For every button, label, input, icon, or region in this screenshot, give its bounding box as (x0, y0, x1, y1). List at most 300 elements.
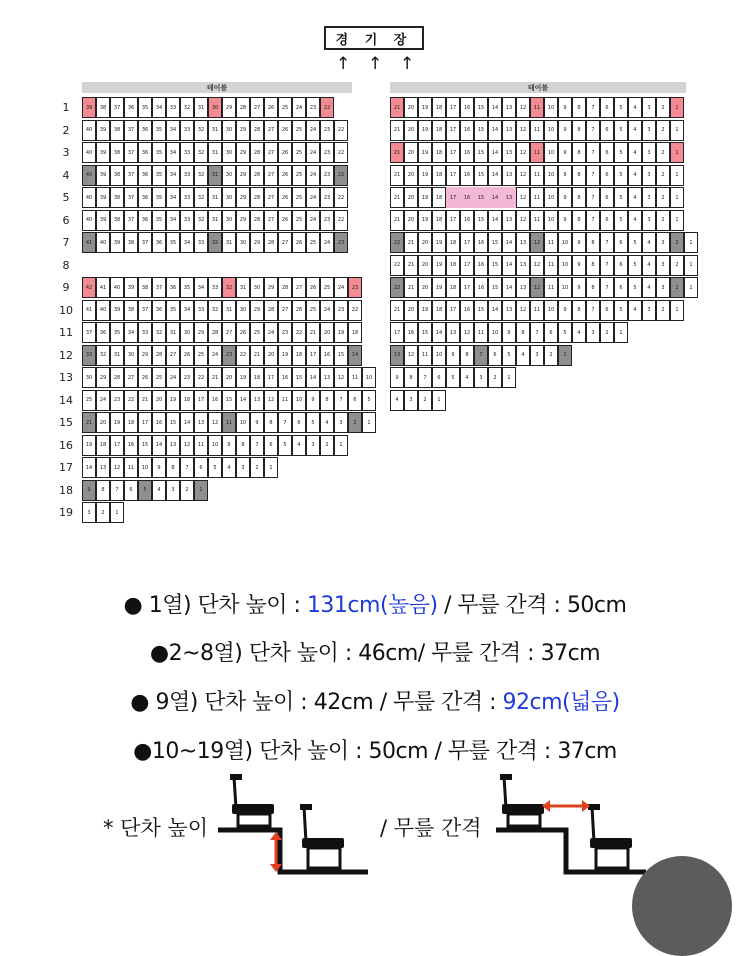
right-block-seat[interactable]: 11 (544, 277, 558, 298)
right-block-seat[interactable]: 9 (558, 142, 572, 163)
left-block-seat[interactable]: 2 (250, 457, 264, 478)
left-block-seat[interactable]: 30 (222, 187, 236, 208)
left-block-seat[interactable]: 4 (292, 435, 306, 456)
left-block-seat[interactable]: 23 (180, 367, 194, 388)
right-block-seat[interactable]: 13 (516, 255, 530, 276)
right-block-seat[interactable]: 18 (432, 142, 446, 163)
right-block-seat[interactable]: 11 (530, 97, 544, 118)
left-block-seat[interactable]: 24 (208, 345, 222, 366)
right-block-seat[interactable]: 8 (586, 232, 600, 253)
left-block-seat[interactable]: 21 (250, 345, 264, 366)
right-block-seat[interactable]: 2 (656, 165, 670, 186)
left-block-seat[interactable]: 10 (208, 435, 222, 456)
right-block-seat[interactable]: 15 (488, 255, 502, 276)
left-block-seat[interactable]: 39 (96, 165, 110, 186)
left-block-seat[interactable]: 9 (82, 480, 96, 501)
right-block-seat[interactable]: 14 (488, 300, 502, 321)
left-block-seat[interactable]: 4 (320, 412, 334, 433)
left-block-seat[interactable]: 21 (138, 390, 152, 411)
left-block-seat[interactable]: 2 (348, 412, 362, 433)
left-block-seat[interactable]: 24 (166, 367, 180, 388)
left-block-seat[interactable]: 11 (278, 390, 292, 411)
left-block-seat[interactable]: 37 (138, 300, 152, 321)
left-block-seat[interactable]: 28 (278, 277, 292, 298)
right-block-seat[interactable]: 22 (390, 277, 404, 298)
right-block-seat[interactable]: 21 (390, 142, 404, 163)
left-block-seat[interactable]: 22 (320, 97, 334, 118)
right-block-seat[interactable]: 2 (656, 142, 670, 163)
right-block-seat[interactable]: 3 (404, 390, 418, 411)
right-block-seat[interactable]: 1 (614, 322, 628, 343)
right-block-seat[interactable]: 12 (516, 120, 530, 141)
right-block-seat[interactable]: 2 (656, 210, 670, 231)
left-block-seat[interactable]: 18 (292, 345, 306, 366)
left-block-seat[interactable]: 7 (278, 412, 292, 433)
right-block-seat[interactable]: 18 (432, 300, 446, 321)
left-block-seat[interactable]: 33 (180, 142, 194, 163)
left-block-seat[interactable]: 9 (250, 412, 264, 433)
left-block-seat[interactable]: 34 (180, 300, 194, 321)
left-block-seat[interactable]: 30 (236, 300, 250, 321)
right-block-seat[interactable]: 1 (558, 345, 572, 366)
right-block-seat[interactable]: 6 (600, 165, 614, 186)
left-block-seat[interactable]: 23 (320, 165, 334, 186)
left-block-seat[interactable]: 21 (82, 412, 96, 433)
right-block-seat[interactable]: 16 (460, 300, 474, 321)
right-block-seat[interactable]: 15 (474, 142, 488, 163)
left-block-seat[interactable]: 12 (264, 390, 278, 411)
left-block-seat[interactable]: 6 (292, 412, 306, 433)
right-block-seat[interactable]: 2 (418, 390, 432, 411)
right-block-seat[interactable]: 8 (572, 165, 586, 186)
right-block-seat[interactable]: 15 (488, 277, 502, 298)
right-block-seat[interactable]: 17 (446, 165, 460, 186)
right-block-seat[interactable]: 13 (502, 120, 516, 141)
right-block-seat[interactable]: 13 (502, 142, 516, 163)
left-block-seat[interactable]: 36 (138, 210, 152, 231)
right-block-seat[interactable]: 1 (670, 97, 684, 118)
left-block-seat[interactable]: 31 (208, 165, 222, 186)
left-block-seat[interactable]: 31 (166, 322, 180, 343)
left-block-seat[interactable]: 25 (292, 142, 306, 163)
right-block-seat[interactable]: 2 (544, 345, 558, 366)
right-block-seat[interactable]: 20 (418, 277, 432, 298)
left-block-seat[interactable]: 38 (110, 120, 124, 141)
right-block-seat[interactable]: 19 (418, 142, 432, 163)
left-block-seat[interactable]: 23 (110, 390, 124, 411)
right-block-seat[interactable]: 7 (600, 277, 614, 298)
left-block-seat[interactable]: 35 (180, 277, 194, 298)
left-block-seat[interactable]: 22 (292, 322, 306, 343)
left-block-seat[interactable]: 24 (264, 322, 278, 343)
left-block-seat[interactable]: 40 (82, 187, 96, 208)
left-block-seat[interactable]: 22 (334, 165, 348, 186)
right-block-seat[interactable]: 4 (628, 165, 642, 186)
left-block-seat[interactable]: 33 (180, 120, 194, 141)
left-block-seat[interactable]: 26 (306, 277, 320, 298)
right-block-seat[interactable]: 16 (460, 142, 474, 163)
left-block-seat[interactable]: 23 (222, 345, 236, 366)
left-block-seat[interactable]: 32 (152, 322, 166, 343)
left-block-seat[interactable]: 30 (222, 120, 236, 141)
left-block-seat[interactable]: 26 (278, 210, 292, 231)
left-block-seat[interactable]: 22 (334, 120, 348, 141)
right-block-seat[interactable]: 11 (530, 210, 544, 231)
right-block-seat[interactable]: 6 (614, 232, 628, 253)
left-block-seat[interactable]: 38 (96, 97, 110, 118)
left-block-seat[interactable]: 20 (320, 322, 334, 343)
left-block-seat[interactable]: 19 (110, 412, 124, 433)
left-block-seat[interactable]: 35 (152, 210, 166, 231)
left-block-seat[interactable]: 32 (194, 142, 208, 163)
left-block-seat[interactable]: 1 (334, 435, 348, 456)
right-block-seat[interactable]: 11 (530, 165, 544, 186)
right-block-seat[interactable]: 16 (460, 210, 474, 231)
left-block-seat[interactable]: 39 (96, 120, 110, 141)
right-block-seat[interactable]: 10 (558, 232, 572, 253)
right-block-seat[interactable]: 11 (474, 322, 488, 343)
left-block-seat[interactable]: 31 (194, 97, 208, 118)
left-block-seat[interactable]: 19 (278, 345, 292, 366)
left-block-seat[interactable]: 39 (96, 142, 110, 163)
right-block-seat[interactable]: 6 (544, 322, 558, 343)
left-block-seat[interactable]: 26 (264, 97, 278, 118)
right-block-seat[interactable]: 17 (446, 97, 460, 118)
right-block-seat[interactable]: 17 (446, 187, 460, 208)
right-block-seat[interactable]: 19 (418, 165, 432, 186)
right-block-seat[interactable]: 11 (530, 300, 544, 321)
left-block-seat[interactable]: 28 (264, 300, 278, 321)
left-block-seat[interactable]: 22 (236, 345, 250, 366)
left-block-seat[interactable]: 8 (236, 435, 250, 456)
right-block-seat[interactable]: 5 (614, 300, 628, 321)
left-block-seat[interactable]: 27 (264, 210, 278, 231)
left-block-seat[interactable]: 2 (180, 480, 194, 501)
left-block-seat[interactable]: 23 (320, 187, 334, 208)
left-block-seat[interactable]: 26 (180, 345, 194, 366)
right-block-seat[interactable]: 13 (502, 210, 516, 231)
left-block-seat[interactable]: 22 (194, 367, 208, 388)
left-block-seat[interactable]: 19 (334, 322, 348, 343)
left-block-seat[interactable]: 21 (306, 322, 320, 343)
right-block-seat[interactable]: 6 (614, 277, 628, 298)
left-block-seat[interactable]: 30 (250, 277, 264, 298)
right-block-seat[interactable]: 6 (432, 367, 446, 388)
left-block-seat[interactable]: 3 (166, 480, 180, 501)
right-block-seat[interactable]: 19 (418, 210, 432, 231)
right-block-seat[interactable]: 4 (628, 120, 642, 141)
left-block-seat[interactable]: 26 (292, 300, 306, 321)
left-block-seat[interactable]: 32 (194, 165, 208, 186)
left-block-seat[interactable]: 5 (306, 412, 320, 433)
left-block-seat[interactable]: 34 (152, 97, 166, 118)
left-block-seat[interactable]: 28 (250, 142, 264, 163)
left-block-seat[interactable]: 4 (152, 480, 166, 501)
right-block-seat[interactable]: 6 (600, 120, 614, 141)
right-block-seat[interactable]: 17 (446, 142, 460, 163)
left-block-seat[interactable]: 22 (334, 210, 348, 231)
right-block-seat[interactable]: 14 (502, 277, 516, 298)
left-block-seat[interactable]: 28 (250, 210, 264, 231)
left-block-seat[interactable]: 26 (138, 367, 152, 388)
left-block-seat[interactable]: 15 (334, 345, 348, 366)
left-block-seat[interactable]: 6 (124, 480, 138, 501)
left-block-seat[interactable]: 12 (180, 435, 194, 456)
right-block-seat[interactable]: 6 (600, 187, 614, 208)
left-block-seat[interactable]: 3 (236, 457, 250, 478)
left-block-seat[interactable]: 36 (138, 187, 152, 208)
left-block-seat[interactable]: 7 (250, 435, 264, 456)
right-block-seat[interactable]: 21 (390, 120, 404, 141)
right-block-seat[interactable]: 14 (488, 120, 502, 141)
left-block-seat[interactable]: 30 (222, 165, 236, 186)
right-block-seat[interactable]: 8 (460, 345, 474, 366)
left-block-seat[interactable]: 27 (264, 142, 278, 163)
right-block-seat[interactable]: 21 (404, 232, 418, 253)
left-block-seat[interactable]: 23 (320, 142, 334, 163)
right-block-seat[interactable]: 1 (670, 300, 684, 321)
right-block-seat[interactable]: 9 (572, 232, 586, 253)
left-block-seat[interactable]: 10 (292, 390, 306, 411)
left-block-seat[interactable]: 14 (306, 367, 320, 388)
left-block-seat[interactable]: 1 (362, 412, 376, 433)
right-block-seat[interactable]: 4 (642, 277, 656, 298)
left-block-seat[interactable]: 3 (334, 412, 348, 433)
left-block-seat[interactable]: 7 (334, 390, 348, 411)
left-block-seat[interactable]: 28 (250, 165, 264, 186)
left-block-seat[interactable]: 25 (278, 97, 292, 118)
left-block-seat[interactable]: 30 (222, 142, 236, 163)
left-block-seat[interactable]: 20 (264, 345, 278, 366)
left-block-seat[interactable]: 10 (138, 457, 152, 478)
left-block-seat[interactable]: 1 (264, 457, 278, 478)
right-block-seat[interactable]: 13 (446, 322, 460, 343)
left-block-seat[interactable]: 17 (138, 412, 152, 433)
left-block-seat[interactable]: 24 (334, 277, 348, 298)
right-block-seat[interactable]: 7 (586, 120, 600, 141)
left-block-seat[interactable]: 42 (82, 277, 96, 298)
right-block-seat[interactable]: 7 (586, 300, 600, 321)
left-block-seat[interactable]: 36 (166, 277, 180, 298)
right-block-seat[interactable]: 21 (390, 165, 404, 186)
left-block-seat[interactable]: 35 (166, 232, 180, 253)
left-block-seat[interactable]: 11 (222, 412, 236, 433)
left-block-seat[interactable]: 29 (250, 300, 264, 321)
left-block-seat[interactable]: 41 (96, 277, 110, 298)
right-block-seat[interactable]: 18 (432, 97, 446, 118)
left-block-seat[interactable]: 28 (264, 232, 278, 253)
left-block-seat[interactable]: 23 (334, 300, 348, 321)
right-block-seat[interactable]: 10 (558, 277, 572, 298)
left-block-seat[interactable]: 34 (166, 187, 180, 208)
left-block-seat[interactable]: 41 (82, 300, 96, 321)
left-block-seat[interactable]: 34 (180, 232, 194, 253)
left-block-seat[interactable]: 30 (124, 345, 138, 366)
right-block-seat[interactable]: 4 (628, 300, 642, 321)
right-block-seat[interactable]: 17 (460, 255, 474, 276)
right-block-seat[interactable]: 8 (572, 300, 586, 321)
left-block-seat[interactable]: 27 (278, 232, 292, 253)
right-block-seat[interactable]: 14 (488, 165, 502, 186)
left-block-seat[interactable]: 10 (236, 412, 250, 433)
left-block-seat[interactable]: 27 (250, 97, 264, 118)
right-block-seat[interactable]: 21 (390, 187, 404, 208)
left-block-seat[interactable]: 35 (152, 165, 166, 186)
right-block-seat[interactable]: 20 (418, 255, 432, 276)
right-block-seat[interactable]: 5 (614, 142, 628, 163)
right-block-seat[interactable]: 15 (474, 187, 488, 208)
right-block-seat[interactable]: 4 (460, 367, 474, 388)
left-block-seat[interactable]: 16 (124, 435, 138, 456)
right-block-seat[interactable]: 12 (516, 165, 530, 186)
left-block-seat[interactable]: 36 (96, 322, 110, 343)
right-block-seat[interactable]: 19 (418, 120, 432, 141)
left-block-seat[interactable]: 27 (278, 300, 292, 321)
right-block-seat[interactable]: 18 (432, 120, 446, 141)
left-block-seat[interactable]: 25 (152, 367, 166, 388)
left-block-seat[interactable]: 18 (180, 390, 194, 411)
right-block-seat[interactable]: 16 (474, 232, 488, 253)
right-block-seat[interactable]: 4 (628, 210, 642, 231)
left-block-seat[interactable]: 37 (138, 232, 152, 253)
right-block-seat[interactable]: 11 (530, 187, 544, 208)
right-block-seat[interactable]: 21 (390, 300, 404, 321)
right-block-seat[interactable]: 3 (642, 165, 656, 186)
right-block-seat[interactable]: 20 (404, 97, 418, 118)
right-block-seat[interactable]: 16 (474, 277, 488, 298)
right-block-seat[interactable]: 17 (460, 232, 474, 253)
right-block-seat[interactable]: 3 (642, 142, 656, 163)
left-block-seat[interactable]: 27 (264, 187, 278, 208)
left-block-seat[interactable]: 29 (236, 120, 250, 141)
left-block-seat[interactable]: 28 (250, 120, 264, 141)
left-block-seat[interactable]: 26 (292, 232, 306, 253)
right-block-seat[interactable]: 9 (558, 210, 572, 231)
left-block-seat[interactable]: 37 (124, 187, 138, 208)
right-block-seat[interactable]: 10 (488, 322, 502, 343)
left-block-seat[interactable]: 31 (208, 187, 222, 208)
right-block-seat[interactable]: 12 (516, 142, 530, 163)
right-block-seat[interactable]: 9 (558, 97, 572, 118)
right-block-seat[interactable]: 22 (390, 255, 404, 276)
left-block-seat[interactable]: 24 (306, 165, 320, 186)
left-block-seat[interactable]: 18 (348, 322, 362, 343)
left-block-seat[interactable]: 8 (320, 390, 334, 411)
left-block-seat[interactable]: 40 (82, 165, 96, 186)
left-block-seat[interactable]: 25 (250, 322, 264, 343)
right-block-seat[interactable]: 5 (614, 97, 628, 118)
right-block-seat[interactable]: 1 (432, 390, 446, 411)
left-block-seat[interactable]: 24 (320, 300, 334, 321)
right-block-seat[interactable]: 15 (474, 210, 488, 231)
right-block-seat[interactable]: 1 (670, 187, 684, 208)
right-block-seat[interactable]: 18 (446, 255, 460, 276)
left-block-seat[interactable]: 31 (222, 232, 236, 253)
left-block-seat[interactable]: 13 (250, 390, 264, 411)
right-block-seat[interactable]: 20 (404, 142, 418, 163)
left-block-seat[interactable]: 3 (306, 435, 320, 456)
right-block-seat[interactable]: 14 (488, 97, 502, 118)
right-block-seat[interactable]: 6 (600, 142, 614, 163)
left-block-seat[interactable]: 18 (124, 412, 138, 433)
right-block-seat[interactable]: 3 (642, 97, 656, 118)
left-block-seat[interactable]: 35 (166, 300, 180, 321)
left-block-seat[interactable]: 6 (194, 457, 208, 478)
left-block-seat[interactable]: 40 (82, 120, 96, 141)
right-block-seat[interactable]: 4 (642, 232, 656, 253)
left-block-seat[interactable]: 18 (96, 435, 110, 456)
right-block-seat[interactable]: 8 (404, 367, 418, 388)
right-block-seat[interactable]: 3 (586, 322, 600, 343)
left-block-seat[interactable]: 14 (82, 457, 96, 478)
left-block-seat[interactable]: 5 (362, 390, 376, 411)
left-block-seat[interactable]: 33 (180, 210, 194, 231)
right-block-seat[interactable]: 22 (390, 232, 404, 253)
left-block-seat[interactable]: 40 (82, 210, 96, 231)
right-block-seat[interactable]: 7 (586, 165, 600, 186)
right-block-seat[interactable]: 5 (614, 165, 628, 186)
left-block-seat[interactable]: 13 (194, 412, 208, 433)
right-block-seat[interactable]: 13 (502, 187, 516, 208)
right-block-seat[interactable]: 18 (432, 165, 446, 186)
right-block-seat[interactable]: 21 (404, 277, 418, 298)
left-block-seat[interactable]: 16 (320, 345, 334, 366)
left-block-seat[interactable]: 3 (82, 502, 96, 523)
left-block-seat[interactable]: 32 (180, 97, 194, 118)
left-block-seat[interactable]: 17 (194, 390, 208, 411)
right-block-seat[interactable]: 2 (670, 232, 684, 253)
right-block-seat[interactable]: 1 (670, 142, 684, 163)
left-block-seat[interactable]: 32 (222, 277, 236, 298)
left-block-seat[interactable]: 5 (138, 480, 152, 501)
right-block-seat[interactable]: 17 (446, 210, 460, 231)
left-block-seat[interactable]: 12 (208, 412, 222, 433)
left-block-seat[interactable]: 8 (96, 480, 110, 501)
left-block-seat[interactable]: 30 (180, 322, 194, 343)
left-block-seat[interactable]: 24 (306, 120, 320, 141)
left-block-seat[interactable]: 25 (306, 232, 320, 253)
left-block-seat[interactable]: 27 (222, 322, 236, 343)
right-block-seat[interactable]: 1 (670, 120, 684, 141)
left-block-seat[interactable]: 19 (166, 390, 180, 411)
left-block-seat[interactable]: 15 (222, 390, 236, 411)
right-block-seat[interactable]: 2 (670, 255, 684, 276)
right-block-seat[interactable]: 13 (516, 232, 530, 253)
left-block-seat[interactable]: 7 (180, 457, 194, 478)
left-block-seat[interactable]: 33 (194, 300, 208, 321)
left-block-seat[interactable]: 28 (152, 345, 166, 366)
left-block-seat[interactable]: 11 (124, 457, 138, 478)
right-block-seat[interactable]: 8 (572, 120, 586, 141)
right-block-seat[interactable]: 3 (656, 255, 670, 276)
left-block-seat[interactable]: 16 (278, 367, 292, 388)
right-block-seat[interactable]: 18 (432, 187, 446, 208)
left-block-seat[interactable]: 15 (292, 367, 306, 388)
right-block-seat[interactable]: 11 (544, 232, 558, 253)
right-block-seat[interactable]: 19 (418, 300, 432, 321)
right-block-seat[interactable]: 4 (390, 390, 404, 411)
right-block-seat[interactable]: 8 (572, 187, 586, 208)
right-block-seat[interactable]: 1 (502, 367, 516, 388)
left-block-seat[interactable]: 15 (166, 412, 180, 433)
left-block-seat[interactable]: 32 (96, 345, 110, 366)
left-block-seat[interactable]: 28 (250, 187, 264, 208)
right-block-seat[interactable]: 13 (502, 97, 516, 118)
right-block-seat[interactable]: 8 (516, 322, 530, 343)
left-block-seat[interactable]: 22 (348, 300, 362, 321)
right-block-seat[interactable]: 2 (670, 277, 684, 298)
right-block-seat[interactable]: 1 (684, 232, 698, 253)
